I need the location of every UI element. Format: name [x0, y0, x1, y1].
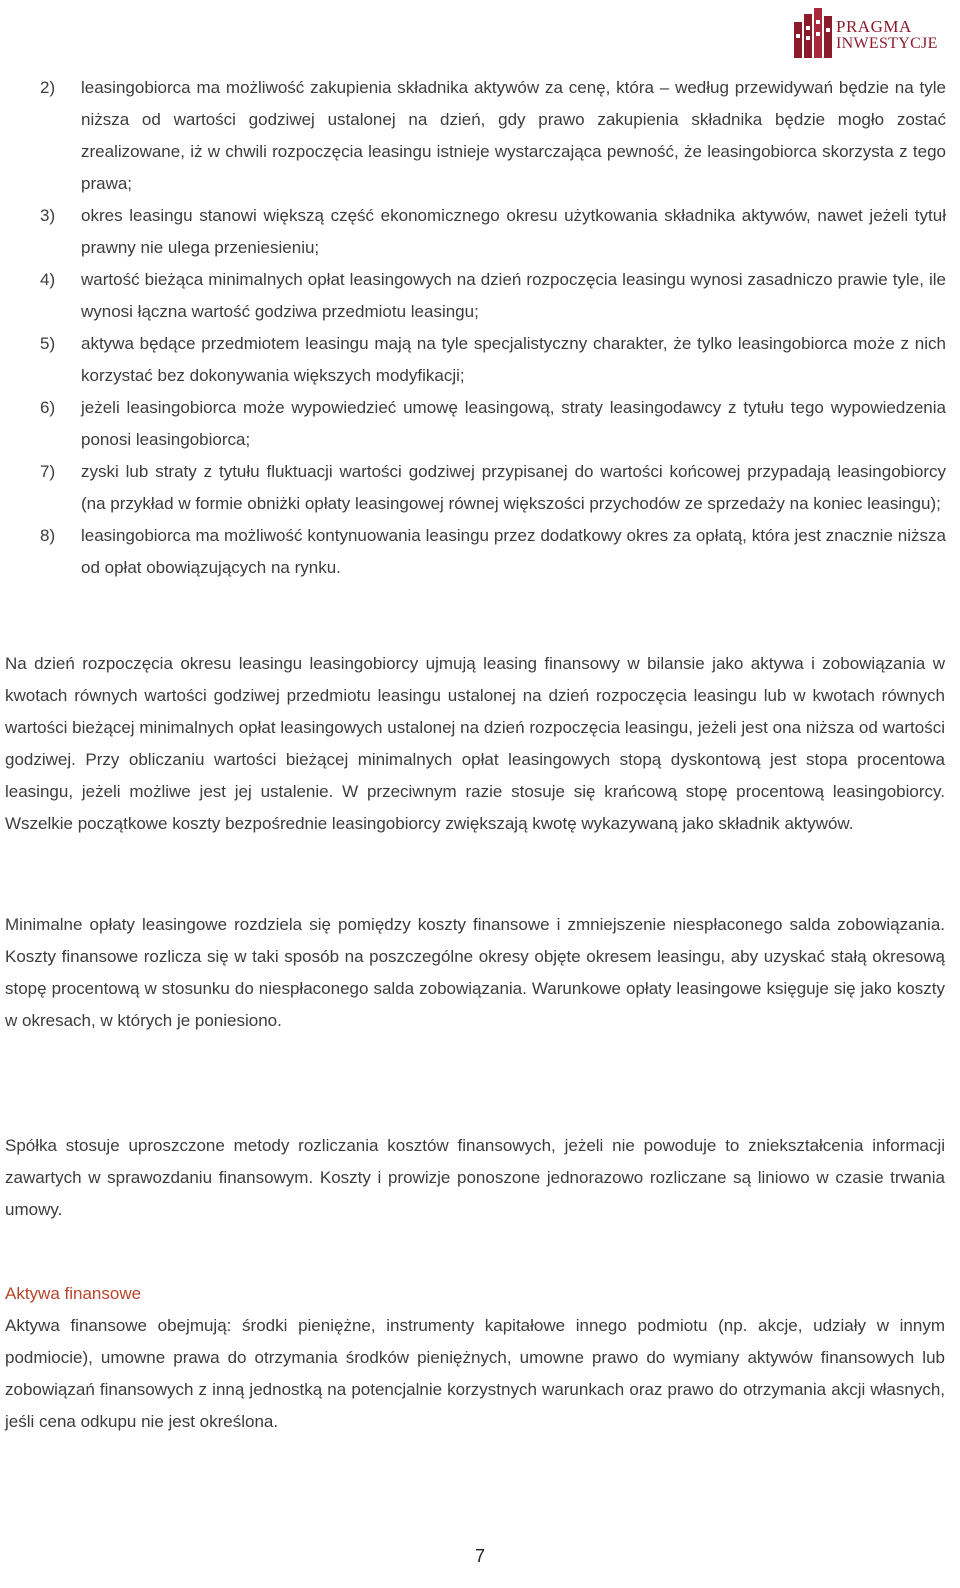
logo-wordmark [836, 18, 938, 52]
list-item [10, 392, 946, 456]
list-item [10, 200, 946, 264]
page-number: 7 [474, 1546, 485, 1566]
list-item-text: aktywa będące przedmiotem leasingu mają na tyle specjalistyczny charakter, że tylko leasingobiorca może z nich korzystać bez dokonywania większych modyfikacji; [81, 334, 946, 385]
logo-line2: INWESTYCJE [836, 35, 938, 52]
list-item-text: jeżeli leasingobiorca może wypowiedzieć umowę leasingową, straty leasingodawcy z tytułu tego wypowiedzenia ponosi leasingobiorca; [81, 398, 946, 449]
list-item-number: 8) [40, 526, 56, 545]
list-item [10, 264, 946, 328]
list-item-text: zyski lub straty z tytułu fluktuacji wartości godziwej przypisanej do wartości końcowej przypadają leasingobiorcy (na przykład w formie obniżki opłaty leasingowej równej większości przychodów ze sprzedaży na koniec leasingu); [81, 462, 946, 513]
list-item-number: 7) [40, 462, 56, 481]
list-item [10, 72, 946, 200]
pragma-logo-icon [792, 4, 834, 60]
paragraph-finance-lease-recognition: Na dzień rozpoczęcia okresu leasingu leasingobiorcy ujmują leasing finansowy w bilansie jako aktywa i zobowiązania w kwotach równych wartości godziwej przedmiotu leasingu ustalonej na dzień rozpoczęcia leasingu lub w kwotach równych wartości bieżącej minimalnych opłat leasingowych ustalonej na dzień rozpoczęcia leasingu, jeżeli jest ona niższa od wartości godziwej. Przy obliczaniu wartości bieżącej minimalnych opłat leasingowych stopą dyskontową jest stopa procentowa leasingu, jeżeli możliwe jest jej ustalenie. W przeciwnym razie stosuje się krańcową stopę procentową leasingobiorcy. Wszelkie początkowe koszty bezpośrednie leasingobiorcy zwiększają kwotę wykazywaną jako składnik aktywów. [5, 654, 945, 833]
list-item [10, 456, 946, 520]
pragma-logo [786, 0, 956, 64]
section-heading: Aktywa finansowe [5, 1284, 142, 1303]
list-item [10, 520, 946, 584]
list-item [10, 328, 946, 392]
paragraph-minimum-lease-payments: Minimalne opłaty leasingowe rozdziela się pomiędzy koszty finansowe i zmniejszenie niespłaconego salda zobowiązania. Koszty finansowe rozlicza się w taki sposób na poszczególne okresy objęte okresem leasingu, aby uzyskać stałą okresową stopę procentową w stosunku do niespłaconego salda zobowiązania. Warunkowe opłaty leasingowe księguje się jako koszty w okresach, w których je poniesiono. [5, 915, 945, 1030]
list-item-number: 5) [40, 334, 56, 353]
logo-line1: PRAGMA [836, 17, 912, 36]
list-item-number: 6) [40, 398, 56, 417]
list-item-text: leasingobiorca ma możliwość zakupienia składnika aktywów za cenę, która – według przewidywań będzie na tyle niższa od wartości godziwej ustalonej na dzień, gdy prawo zakupienia składnika będzie mogło zostać zrealizowane, iż w chwili rozpoczęcia leasingu istnieje wystarczająca pewność, że leasingobiorca skorzysta z tego prawa; [81, 78, 946, 193]
criteria-list [10, 72, 946, 584]
paragraph-financial-assets: Aktywa finansowe obejmują: środki pieniężne, instrumenty kapitałowe innego podmiotu (np. akcje, udziały w innym podmiocie), umowne prawa do otrzymania środków pieniężnych, umowne prawo do wymiany aktywów finansowych lub zobowiązań finansowych z inną jednostką na potencjalnie korzystnych warunkach oraz prawo do otrzymania akcji własnych, jeśli cena odkupu nie jest określona. [5, 1316, 945, 1431]
list-item-text: leasingobiorca ma możliwość kontynuowania leasingu przez dodatkowy okres za opłatą, która jest znacznie niższa od opłat obowiązujących na rynku. [81, 526, 946, 577]
list-item-text: wartość bieżąca minimalnych opłat leasingowych na dzień rozpoczęcia leasingu wynosi zasadniczo prawie tyle, ile wynosi łączna wartość godziwa przedmiotu leasingu; [81, 270, 946, 321]
list-item-number: 3) [40, 206, 56, 225]
paragraph-simplified-methods: Spółka stosuje uproszczone metody rozliczania kosztów finansowych, jeżeli nie powoduje to zniekształcenia informacji zawartych w sprawozdaniu finansowym. Koszty i prowizje ponoszone jednorazowo rozliczane są liniowo w czasie trwania umowy. [5, 1136, 945, 1219]
list-item-text: okres leasingu stanowi większą część ekonomicznego okresu użytkowania składnika aktywów, nawet jeżeli tytuł prawny nie ulega przeniesieniu; [81, 206, 946, 257]
list-item-number: 2) [40, 78, 56, 97]
list-item-number: 4) [40, 270, 56, 289]
